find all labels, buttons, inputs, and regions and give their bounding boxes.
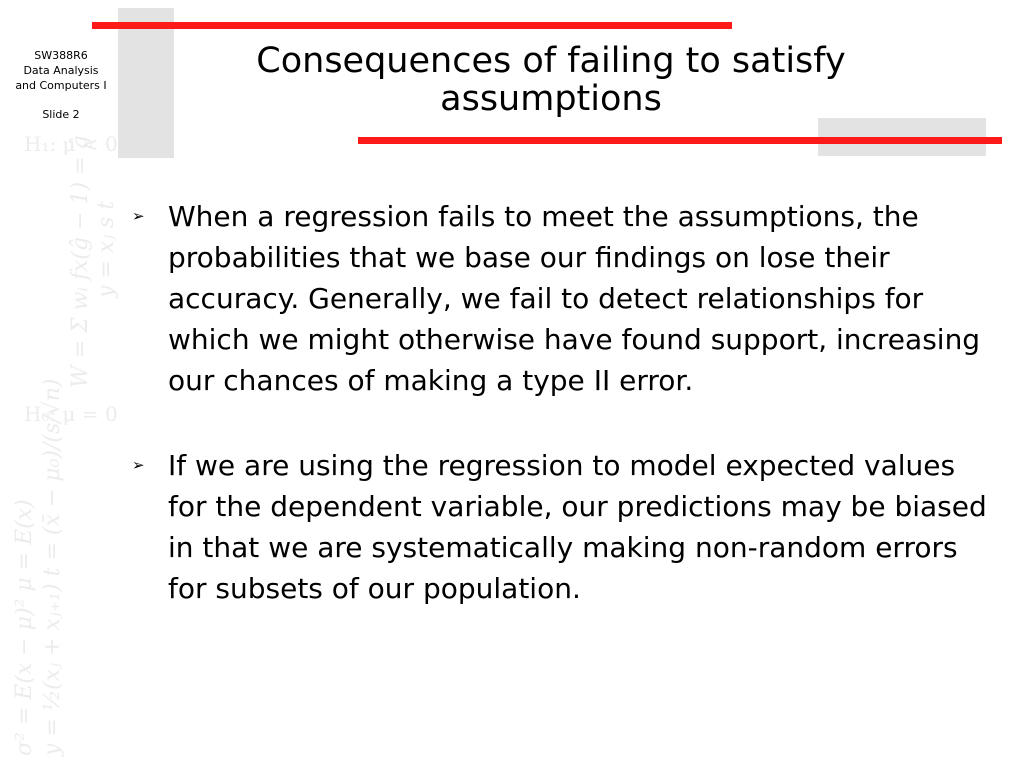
- formula-hypothesis-h1: H₁: μ < 0: [24, 132, 118, 156]
- formula-line: y = ½(xⱼ + xⱼ₊₁) t = (x̄ − μ₀)/(s/√n): [40, 378, 65, 756]
- decorative-formula-watermark: [4, 128, 119, 758]
- bullet-arrow-icon: ➢: [132, 456, 145, 474]
- course-name-line-1: Data Analysis: [23, 64, 99, 77]
- decor-gray-block-left: [118, 8, 174, 158]
- decor-red-bar-top: [92, 22, 732, 29]
- formula-line: y = xⱼ s t: [94, 200, 119, 298]
- course-name-line-2: and Computers I: [15, 79, 107, 92]
- formula-line: W = Σ wᵢ fx(ĝ − 1) = ĝ: [68, 135, 93, 388]
- formula-hypothesis-h0: H₀: μ = 0: [24, 402, 118, 426]
- slide-title: Consequences of failing to satisfy assumptions: [256, 41, 846, 119]
- formula-line: σ² = E(x − μ)² μ = E(x): [12, 499, 37, 756]
- course-code: SW388R6: [34, 49, 88, 62]
- bullet-item: [132, 196, 1002, 401]
- decor-red-bar-bottom: [358, 137, 1002, 144]
- course-info-panel: [0, 48, 122, 122]
- slide-body: [132, 196, 1002, 609]
- bullet-item: [132, 445, 1002, 609]
- bullet-text: If we are using the regression to model expected values for the dependent variable, our predictions may be biased in that we are systematically making non-random errors for subsets of our population.: [168, 449, 987, 605]
- bullet-arrow-icon: ➢: [132, 207, 145, 225]
- bullet-text: When a regression fails to meet the assumptions, the probabilities that we base our findings on lose their accuracy. Generally, we fail to detect relationships for which we might otherwise have found support, increasing our chances of making a type II error.: [168, 200, 981, 397]
- slide-number: Slide 2: [42, 108, 80, 121]
